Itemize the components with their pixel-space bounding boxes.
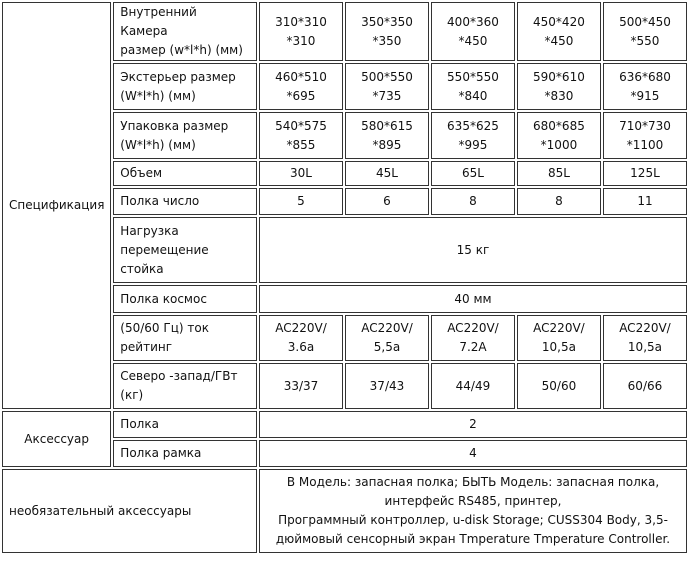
cell-package-1: 540*575 *855 [275, 118, 327, 152]
cell-inner-1: 310*310 *310 [275, 14, 327, 48]
row-inner [2, 2, 687, 61]
cell-inner-5: 500*450 *550 [619, 14, 671, 48]
cell-exterior-2: 500*550 *735 [361, 69, 413, 103]
cell-shelf-count-3: 8 [431, 188, 515, 215]
cell-shelf-count-5: 11 [603, 188, 687, 215]
cell-current-5: AC220V/ 10,5a [619, 321, 671, 354]
cell-weight-1: 33/37 [259, 363, 343, 409]
cell-package-3: 635*625 *995 [447, 118, 499, 152]
cell-optional: В Модель: запасная полка; БЫТЬ Модель: запасная полка, интерфейс RS485, принтер, Программный контроллер, u-disk Storage; CUSS304 Body, 3,5- дюймовый сенсорный экран Tmperature Tmperature Controller. [275, 475, 671, 546]
cell-volume-4: 85L [517, 161, 601, 186]
row-optional [2, 469, 687, 553]
cell-current-3: AC220V/ 7.2A [447, 321, 499, 354]
cell-exterior-3: 550*550 *840 [447, 69, 499, 103]
cell-shelf-space: 40 мм [259, 285, 687, 313]
cell-shelf-count-4: 8 [517, 188, 601, 215]
cell-current-1: AC220V/ 3.6a [275, 321, 327, 354]
cell-load: 15 кг [259, 217, 687, 283]
cell-weight-4: 50/60 [517, 363, 601, 409]
cell-current-4: AC220V/ 10,5a [533, 321, 585, 354]
cell-exterior-1: 460*510 *695 [275, 69, 327, 103]
cell-shelf-count-2: 6 [345, 188, 429, 215]
cell-current-2: AC220V/ 5,5a [361, 321, 413, 354]
cell-shelf-count-1: 5 [259, 188, 343, 215]
cell-volume-3: 65L [431, 161, 515, 186]
cell-shelf-frame: 4 [259, 440, 687, 467]
label-shelf-space: Полка космос [113, 285, 257, 313]
cell-exterior-5: 636*680 *915 [619, 69, 671, 103]
label-weight: Северо -запад/ГВт (кг) [120, 369, 238, 402]
cell-exterior-4: 590*610 *830 [533, 69, 585, 103]
cell-inner-3: 400*360 *450 [447, 14, 499, 48]
cell-inner-4: 450*420 *450 [533, 14, 585, 48]
label-shelf-count: Полка число [113, 188, 257, 215]
group-optional: необязательный аксессуары [2, 469, 257, 553]
cell-package-5: 710*730 *1100 [619, 118, 671, 152]
label-volume: Объем [113, 161, 257, 186]
cell-volume-1: 30L [259, 161, 343, 186]
label-load: Нагрузка перемещение стойка [120, 223, 209, 276]
group-accessory: Аксессуар [2, 411, 111, 467]
group-spec: Спецификация [2, 2, 111, 409]
cell-package-4: 680*685 *1000 [533, 118, 585, 152]
cell-inner-2: 350*350 *350 [361, 14, 413, 48]
label-package: Упаковка размер (W*l*h) (мм) [120, 118, 229, 152]
label-shelf: Полка [113, 411, 257, 438]
cell-weight-2: 37/43 [345, 363, 429, 409]
label-current: (50/60 Гц) ток рейтинг [120, 321, 209, 354]
row-shelf [2, 411, 687, 438]
label-shelf-frame: Полка рамка [113, 440, 257, 467]
cell-shelf: 2 [259, 411, 687, 438]
cell-volume-2: 45L [345, 161, 429, 186]
cell-weight-3: 44/49 [431, 363, 515, 409]
cell-volume-5: 125L [603, 161, 687, 186]
cell-package-2: 580*615 *895 [361, 118, 413, 152]
cell-weight-5: 60/66 [603, 363, 687, 409]
label-exterior: Экстерьер размер (W*l*h) (мм) [120, 69, 236, 103]
label-inner: Внутренний Камера размер (w*l*h) (мм) [120, 5, 243, 57]
